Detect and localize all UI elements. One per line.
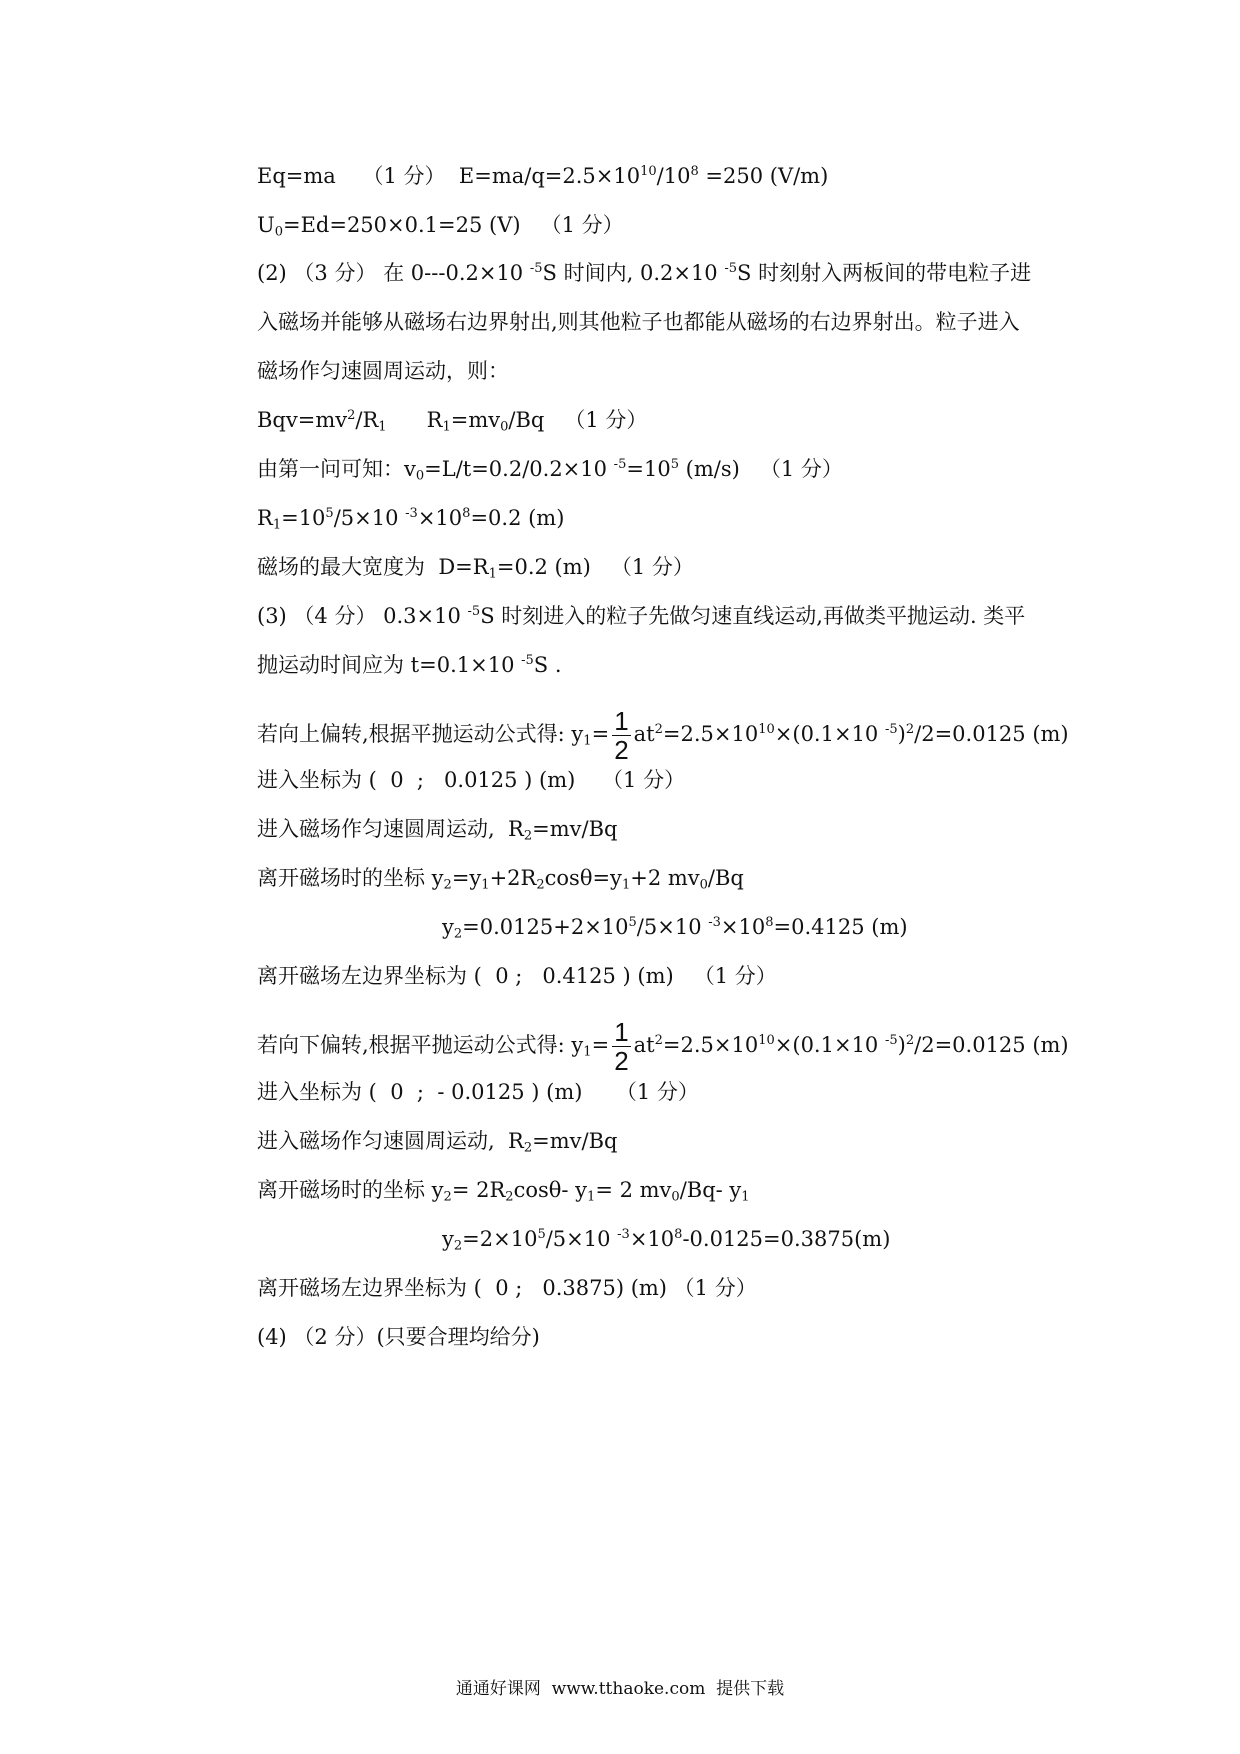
text-run: 磁场的最大宽度为 D=R	[257, 555, 489, 579]
line-part2-body	[257, 307, 1020, 337]
text-run: 离开磁场左边界坐标为 ( 0 ; 0.3875) (m) （1 分）	[257, 1276, 757, 1300]
text-run: 抛运动时间应为 t=0.1×10	[257, 653, 522, 677]
line-down-deflect	[257, 1018, 1069, 1075]
text-run: /Bq- y	[679, 1178, 742, 1202]
line-up-exit-value	[442, 912, 908, 942]
text-run: /10	[656, 164, 691, 188]
text-run: =mv	[450, 408, 501, 432]
superscript: 8	[765, 914, 774, 930]
text-run: =2.5×10	[662, 722, 759, 746]
line-v0	[257, 454, 843, 484]
text-run: ×(0.1×10	[774, 1033, 885, 1057]
text-run: (3) （4 分） 0.3×10	[257, 604, 468, 628]
subscript: 1	[442, 419, 451, 435]
text-run: (4) （2 分）(只要合理均给分)	[257, 1325, 540, 1349]
text-run: =250 (V/m)	[698, 164, 829, 188]
subscript: 1	[378, 419, 387, 435]
line-r1	[257, 503, 564, 533]
subscript: 1	[481, 877, 490, 893]
subscript: 1	[583, 733, 592, 749]
subscript: 0	[699, 877, 708, 893]
text-run: =Ed=250×0.1=25 (V) （1 分）	[282, 213, 624, 237]
superscript: 5	[537, 1226, 546, 1242]
fraction-numerator: 1	[614, 1017, 629, 1047]
line-up-deflect	[257, 707, 1069, 764]
text-run: S 时刻射入两板间的带电粒子进	[737, 261, 1032, 285]
superscript: -3	[405, 505, 418, 521]
text-run: =mv/Bq	[532, 817, 618, 841]
superscript: 5	[670, 456, 679, 472]
superscript: -5	[467, 603, 481, 619]
text-run: =mv/Bq	[532, 1129, 618, 1153]
superscript: -5	[613, 456, 627, 472]
text-run: S .	[533, 653, 562, 677]
subscript: 2	[523, 1140, 533, 1156]
text-run: =2.5×10	[662, 1033, 759, 1057]
superscript: -5	[521, 652, 534, 668]
text-run: /R	[355, 408, 379, 432]
text-run: S 时刻进入的粒子先做匀速直线运动,再做类平抛运动. 类平	[480, 604, 1026, 628]
text-run: +2R	[489, 866, 537, 890]
superscript: -3	[708, 914, 721, 930]
text-run: 进入坐标为 ( 0 ; - 0.0125 ) (m) （1 分）	[257, 1080, 699, 1104]
text-run: U	[257, 213, 275, 237]
line-part3-head	[257, 601, 1025, 631]
line-down-circle	[257, 1126, 617, 1156]
text-run: Eq=ma （1 分） E=ma/q=2.5×10	[257, 164, 641, 188]
line-down-entry	[257, 1077, 699, 1107]
superscript: 10	[758, 721, 775, 737]
line-down-exit-value	[442, 1224, 890, 1254]
line-part3-time	[257, 650, 562, 680]
text-run: -0.0125=0.3875(m)	[682, 1227, 891, 1251]
text-run: 离开磁场时的坐标 y	[257, 866, 444, 890]
superscript: 2	[654, 1032, 663, 1048]
page-footer: 通通好课网 www.tthaoke.com 提供下载	[455, 1679, 785, 1699]
text-run: =0.4125 (m)	[773, 915, 908, 939]
fraction-denominator: 2	[614, 735, 629, 765]
text-run: +2 mv	[630, 866, 700, 890]
subscript: 2	[523, 828, 533, 844]
subscript: 2	[505, 1189, 514, 1205]
superscript: -3	[617, 1226, 630, 1242]
subscript: 1	[621, 877, 631, 893]
text-run: 入磁场并能够从磁场右边界射出,则其他粒子也都能从磁场的右边界射出。粒子进入	[257, 310, 1020, 334]
fraction-denominator: 2	[614, 1046, 629, 1076]
text-run: )	[897, 722, 906, 746]
subscript: 0	[671, 1189, 680, 1205]
line-eq-force	[257, 161, 828, 191]
superscript: 8	[690, 163, 699, 179]
line-u0	[257, 210, 624, 240]
subscript: 1	[587, 1189, 596, 1205]
text-run: /5×10	[636, 915, 709, 939]
subscript: 1	[272, 517, 282, 533]
line-up-circle	[257, 814, 617, 844]
text-run: =10	[281, 506, 326, 530]
text-run: /2=0.0125 (m)	[914, 1033, 1069, 1057]
text-run: cosθ=y	[544, 866, 622, 890]
text-run: = 2 mv	[595, 1178, 672, 1202]
text-run: 磁场作匀速圆周运动，则：	[257, 359, 509, 383]
text-run: 进入磁场作匀速圆周运动, R	[257, 1129, 524, 1153]
subscript: 2	[443, 877, 452, 893]
superscript: 5	[325, 505, 334, 521]
subscript: 0	[415, 468, 425, 484]
superscript: 2	[905, 1032, 915, 1048]
superscript: 2	[654, 721, 663, 737]
text-run: Bqv=mv	[257, 408, 348, 432]
superscript: 8	[674, 1226, 683, 1242]
line-up-exit-formula	[257, 863, 744, 893]
text-run: =10	[626, 457, 671, 481]
subscript: 2	[536, 877, 545, 893]
superscript: 2	[347, 407, 356, 423]
text-run: /2=0.0125 (m)	[914, 722, 1069, 746]
text-run: at	[633, 722, 655, 746]
text-run: R	[386, 408, 443, 432]
text-run: ×10	[417, 506, 463, 530]
text-run: at	[633, 1033, 655, 1057]
text-run: =0.2 (m) （1 分）	[496, 555, 694, 579]
text-run: (m/s) （1 分）	[678, 457, 843, 481]
text-run: 进入坐标为 ( 0 ; 0.0125 ) (m) （1 分）	[257, 768, 686, 792]
text-run: S 时间内, 0.2×10	[542, 261, 725, 285]
text-run: /Bq	[707, 866, 744, 890]
text-run: /5×10	[545, 1227, 618, 1251]
line-part4	[257, 1322, 540, 1352]
text-run: /5×10	[333, 506, 406, 530]
text-run: cosθ- y	[513, 1178, 588, 1202]
text-run: ×10	[720, 915, 766, 939]
line-part2-motion	[257, 356, 509, 386]
text-run: =0.2 (m)	[470, 506, 565, 530]
subscript: 0	[500, 419, 509, 435]
text-run: R	[257, 506, 273, 530]
fraction	[612, 1018, 630, 1075]
line-part2-head	[257, 258, 1031, 288]
text-run: =	[591, 722, 610, 746]
text-run: =0.0125+2×10	[462, 915, 629, 939]
text-run: 若向上偏转,根据平抛运动公式得: y	[257, 722, 584, 746]
superscript: 5	[628, 914, 637, 930]
superscript: -5	[724, 260, 738, 276]
text-run: y	[442, 915, 454, 939]
subscript: 1	[488, 566, 497, 582]
superscript: -5	[884, 1032, 898, 1048]
text-run: y	[442, 1227, 454, 1251]
text-run: /Bq （1 分）	[508, 408, 648, 432]
fraction-numerator: 1	[614, 706, 629, 736]
superscript: 8	[462, 505, 471, 521]
subscript: 0	[274, 224, 283, 240]
subscript: 2	[453, 926, 463, 942]
fraction	[612, 707, 630, 764]
line-bqv	[257, 405, 647, 435]
superscript: -5	[884, 721, 898, 737]
line-down-exit-coord	[257, 1273, 757, 1303]
superscript: 10	[640, 163, 657, 179]
text-run: 由第一问可知：v	[257, 457, 416, 481]
text-run: =2×10	[462, 1227, 538, 1251]
text-run: = 2R	[451, 1178, 506, 1202]
text-run: (2) （3 分） 在 0---0.2×10	[257, 261, 530, 285]
line-up-entry	[257, 765, 685, 795]
text-run: =y	[451, 866, 482, 890]
text-run: =	[591, 1033, 610, 1057]
line-down-exit-formula	[257, 1175, 750, 1205]
text-run: ×(0.1×10	[774, 722, 885, 746]
subscript: 1	[741, 1189, 750, 1205]
line-max-width	[257, 552, 694, 582]
superscript: 10	[758, 1032, 775, 1048]
text-run: )	[897, 1033, 906, 1057]
superscript: -5	[529, 260, 543, 276]
subscript: 2	[443, 1189, 452, 1205]
subscript: 1	[583, 1044, 592, 1060]
text-run: =L/t=0.2/0.2×10	[424, 457, 614, 481]
superscript: 2	[905, 721, 915, 737]
line-up-exit-coord	[257, 961, 777, 991]
text-run: ×10	[629, 1227, 675, 1251]
text-run: 离开磁场左边界坐标为 ( 0 ; 0.4125 ) (m) （1 分）	[257, 964, 777, 988]
subscript: 2	[453, 1238, 463, 1254]
text-run: 离开磁场时的坐标 y	[257, 1178, 444, 1202]
text-run: 若向下偏转,根据平抛运动公式得: y	[257, 1033, 584, 1057]
text-run: 进入磁场作匀速圆周运动, R	[257, 817, 524, 841]
